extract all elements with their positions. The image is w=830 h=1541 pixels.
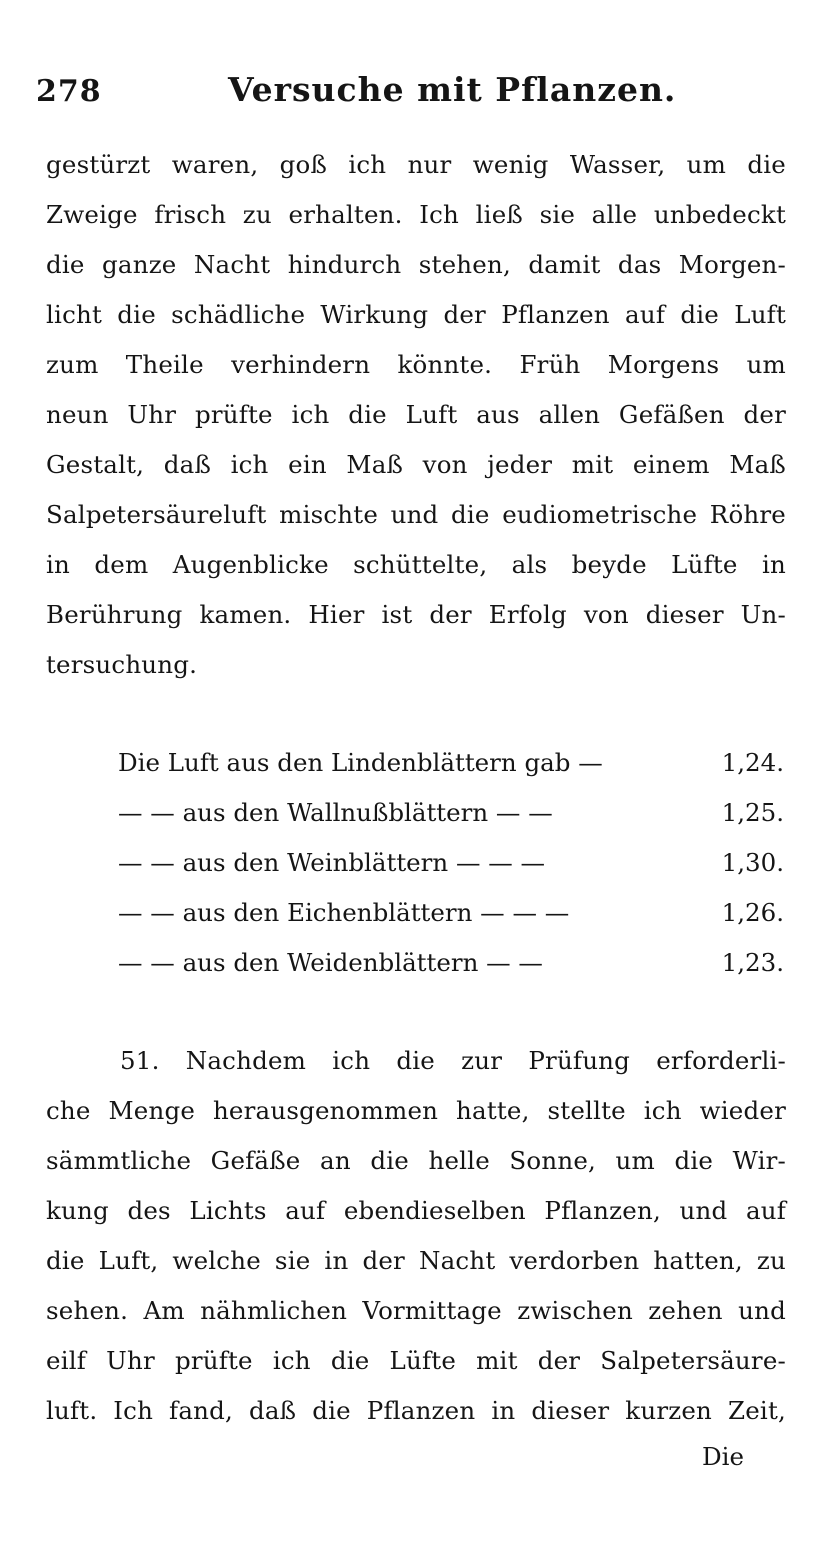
text-line: die Luft, welche sie in der Nacht verdorben hatten, zu — [46, 1246, 786, 1275]
text-line: neun Uhr prüfte ich die Luft aus allen Gefäßen der — [46, 400, 786, 429]
row-label: — — aus den Weinblättern — — — — [118, 848, 546, 877]
table-row — [118, 748, 788, 782]
text-line: luft. Ich fand, daß die Pflanzen in dieser kurzen Zeit, — [46, 1396, 786, 1425]
page-number: 278 — [36, 74, 102, 109]
running-title: Versuche mit Pflanzen. — [228, 70, 677, 109]
table-row — [118, 948, 788, 982]
text-line: gestürzt waren, goß ich nur wenig Wasser, um die — [46, 150, 786, 179]
text-line: 51. Nachdem ich die zur Prüfung erforderli- — [120, 1046, 786, 1075]
text-line: Berührung kamen. Hier ist der Erfolg von dieser Un- — [46, 600, 786, 629]
table-row — [118, 848, 788, 882]
row-value: 1,23. — [721, 948, 784, 977]
text-line: licht die schädliche Wirkung der Pflanzen auf die Luft — [46, 300, 786, 329]
row-label: — — aus den Wallnußblättern — — — [118, 798, 553, 827]
row-label: — — aus den Weidenblättern — — — [118, 948, 543, 977]
table-row — [118, 898, 788, 932]
page-header — [36, 68, 796, 118]
text-line: che Menge herausgenommen hatte, stellte ich wieder — [46, 1096, 786, 1125]
text-line: sämmtliche Gefäße an die helle Sonne, um die Wir- — [46, 1146, 786, 1175]
row-value: 1,24. — [721, 748, 784, 777]
row-value: 1,25. — [721, 798, 784, 827]
row-value: 1,26. — [721, 898, 784, 927]
row-value: 1,30. — [721, 848, 784, 877]
text-line: Salpetersäureluft mischte und die eudiometrische Röhre — [46, 500, 786, 529]
text-line: die ganze Nacht hindurch stehen, damit das Morgen- — [46, 250, 786, 279]
text-line: eilf Uhr prüfte ich die Lüfte mit der Salpetersäure- — [46, 1346, 786, 1375]
text-line: Zweige frisch zu erhalten. Ich ließ sie alle unbedeckt — [46, 200, 786, 229]
text-line: in dem Augenblicke schüttelte, als beyde Lüfte in — [46, 550, 786, 579]
text-line: sehen. Am nähmlichen Vormittage zwischen zehen und — [46, 1296, 786, 1325]
table-row — [118, 798, 788, 832]
text-line: Gestalt, daß ich ein Maß von jeder mit einem Maß — [46, 450, 786, 479]
row-label: Die Luft aus den Lindenblättern gab — — [118, 748, 603, 777]
text-line: kung des Lichts auf ebendieselben Pflanzen, und auf — [46, 1196, 786, 1225]
catchword: Die — [702, 1442, 744, 1471]
row-label: — — aus den Eichenblättern — — — — [118, 898, 570, 927]
text-line: zum Theile verhindern könnte. Früh Morgens um — [46, 350, 786, 379]
text-line: tersuchung. — [46, 650, 198, 679]
